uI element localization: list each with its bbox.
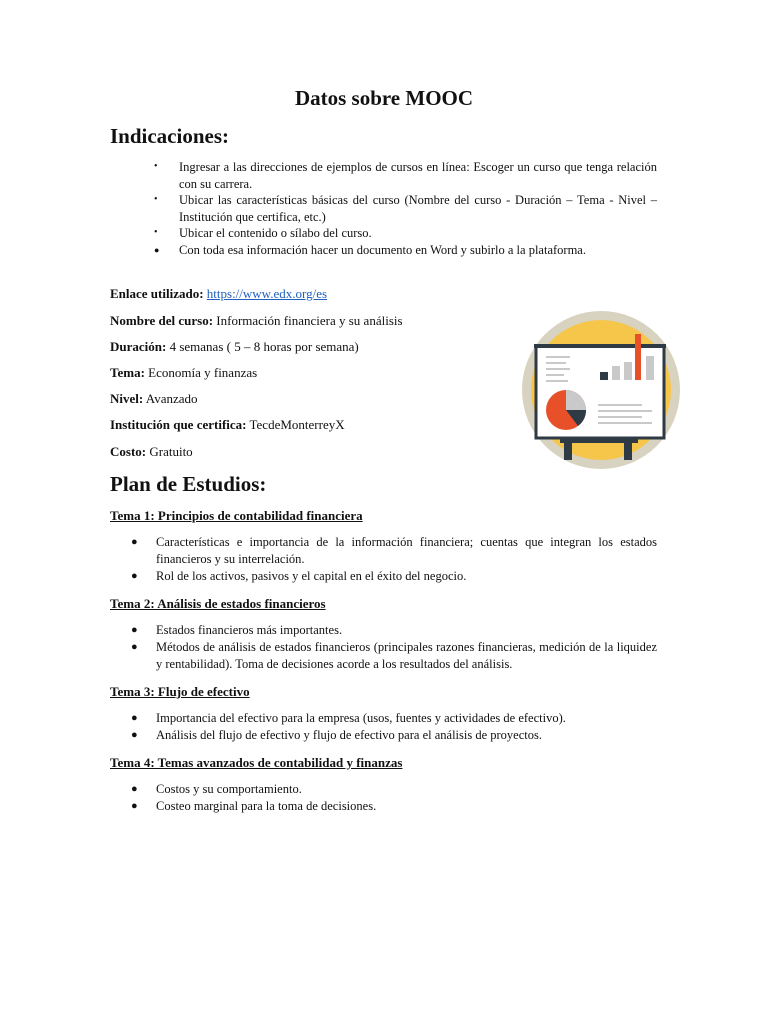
list-item: ● Rol de los activos, pasivos y el capital en el éxito del negocio.: [131, 569, 467, 583]
bullet-icon: ●: [131, 800, 138, 812]
bullet-icon: ●: [154, 244, 160, 255]
enlace-field: Enlace utilizado: https://www.edx.org/es: [110, 286, 328, 301]
topic-list: [130, 534, 657, 585]
bullet-icon: •: [154, 227, 158, 238]
list-item: ● Análisis del flujo de efectivo y flujo de efectivo para el análisis de proyectos.: [131, 728, 542, 742]
enlace-link[interactable]: https://www.edx.org/es: [206, 286, 328, 301]
list-item: ● Importancia del efectivo para la empresa (usos, fuentes y actividades de efectivo).: [131, 711, 566, 725]
topic-title: Tema 2: Análisis de estados financieros: [110, 596, 326, 611]
indicaciones-item: ● Con toda esa información hacer un documento en Word y subirlo a la plataforma.: [154, 242, 586, 257]
bullet-icon: ●: [131, 783, 138, 795]
tema-field: Tema: Economía y finanzas: [110, 365, 258, 380]
indicaciones-item: • Ubicar las características básicas del curso (Nombre del curso - Duración – Tema - Nivel – Institución que certifica, etc.): [154, 193, 657, 224]
indicaciones-heading: Indicaciones:: [110, 124, 230, 148]
bullet-icon: ●: [131, 641, 138, 653]
bullet-icon: ●: [131, 712, 138, 724]
topic-title: Tema 4: Temas avanzados de contabilidad y finanzas: [110, 755, 403, 770]
costo-field: Costo: Gratuito: [110, 444, 193, 459]
plan-heading: Plan de Estudios:: [110, 472, 267, 496]
nivel-field: Nivel: Avanzado: [110, 391, 198, 406]
topic-list: [130, 781, 657, 815]
duracion-field: Duración: 4 semanas ( 5 – 8 horas por semana): [110, 339, 359, 354]
list-item: ● Costos y su comportamiento.: [131, 782, 302, 796]
bullet-icon: •: [154, 161, 158, 172]
indicaciones-list: [152, 159, 657, 258]
list-item: ● Métodos de análisis de estados financieros (principales razones financieras, medición de la liquidez y rentabilidad). Toma de decisiones acorde a los resultados del análisis.: [131, 640, 657, 671]
list-item: ● Características e importancia de la información financiera; cuentas que integran los estados financieros y su interrelación.: [131, 535, 657, 566]
topic-list: [130, 710, 657, 744]
bullet-icon: ●: [131, 729, 138, 741]
topic-list: [130, 622, 657, 673]
presentation-board-chart-icon: [498, 310, 708, 470]
nombre-field: Nombre del curso: Información financiera y su análisis: [110, 313, 403, 328]
indicaciones-item: • Ubicar el contenido o sílabo del curso.: [154, 226, 372, 240]
list-item: ● Estados financieros más importantes.: [131, 623, 343, 637]
list-item: ● Costeo marginal para la toma de decisiones.: [131, 799, 377, 813]
institucion-field: Institución que certifica: TecdeMonterreyX: [110, 417, 345, 432]
bullet-icon: ●: [131, 536, 138, 548]
bullet-icon: ●: [131, 624, 138, 636]
indicaciones-item: • Ingresar a las direcciones de ejemplos de cursos en línea: Escoger un curso que tenga relación con su carrera.: [154, 160, 657, 191]
document-title: Datos sobre MOOC: [294, 86, 474, 110]
topic-title: Tema 1: Principios de contabilidad financiera: [110, 508, 363, 523]
topic-title: Tema 3: Flujo de efectivo: [110, 684, 250, 699]
bullet-icon: •: [154, 194, 158, 205]
bullet-icon: ●: [131, 570, 138, 582]
